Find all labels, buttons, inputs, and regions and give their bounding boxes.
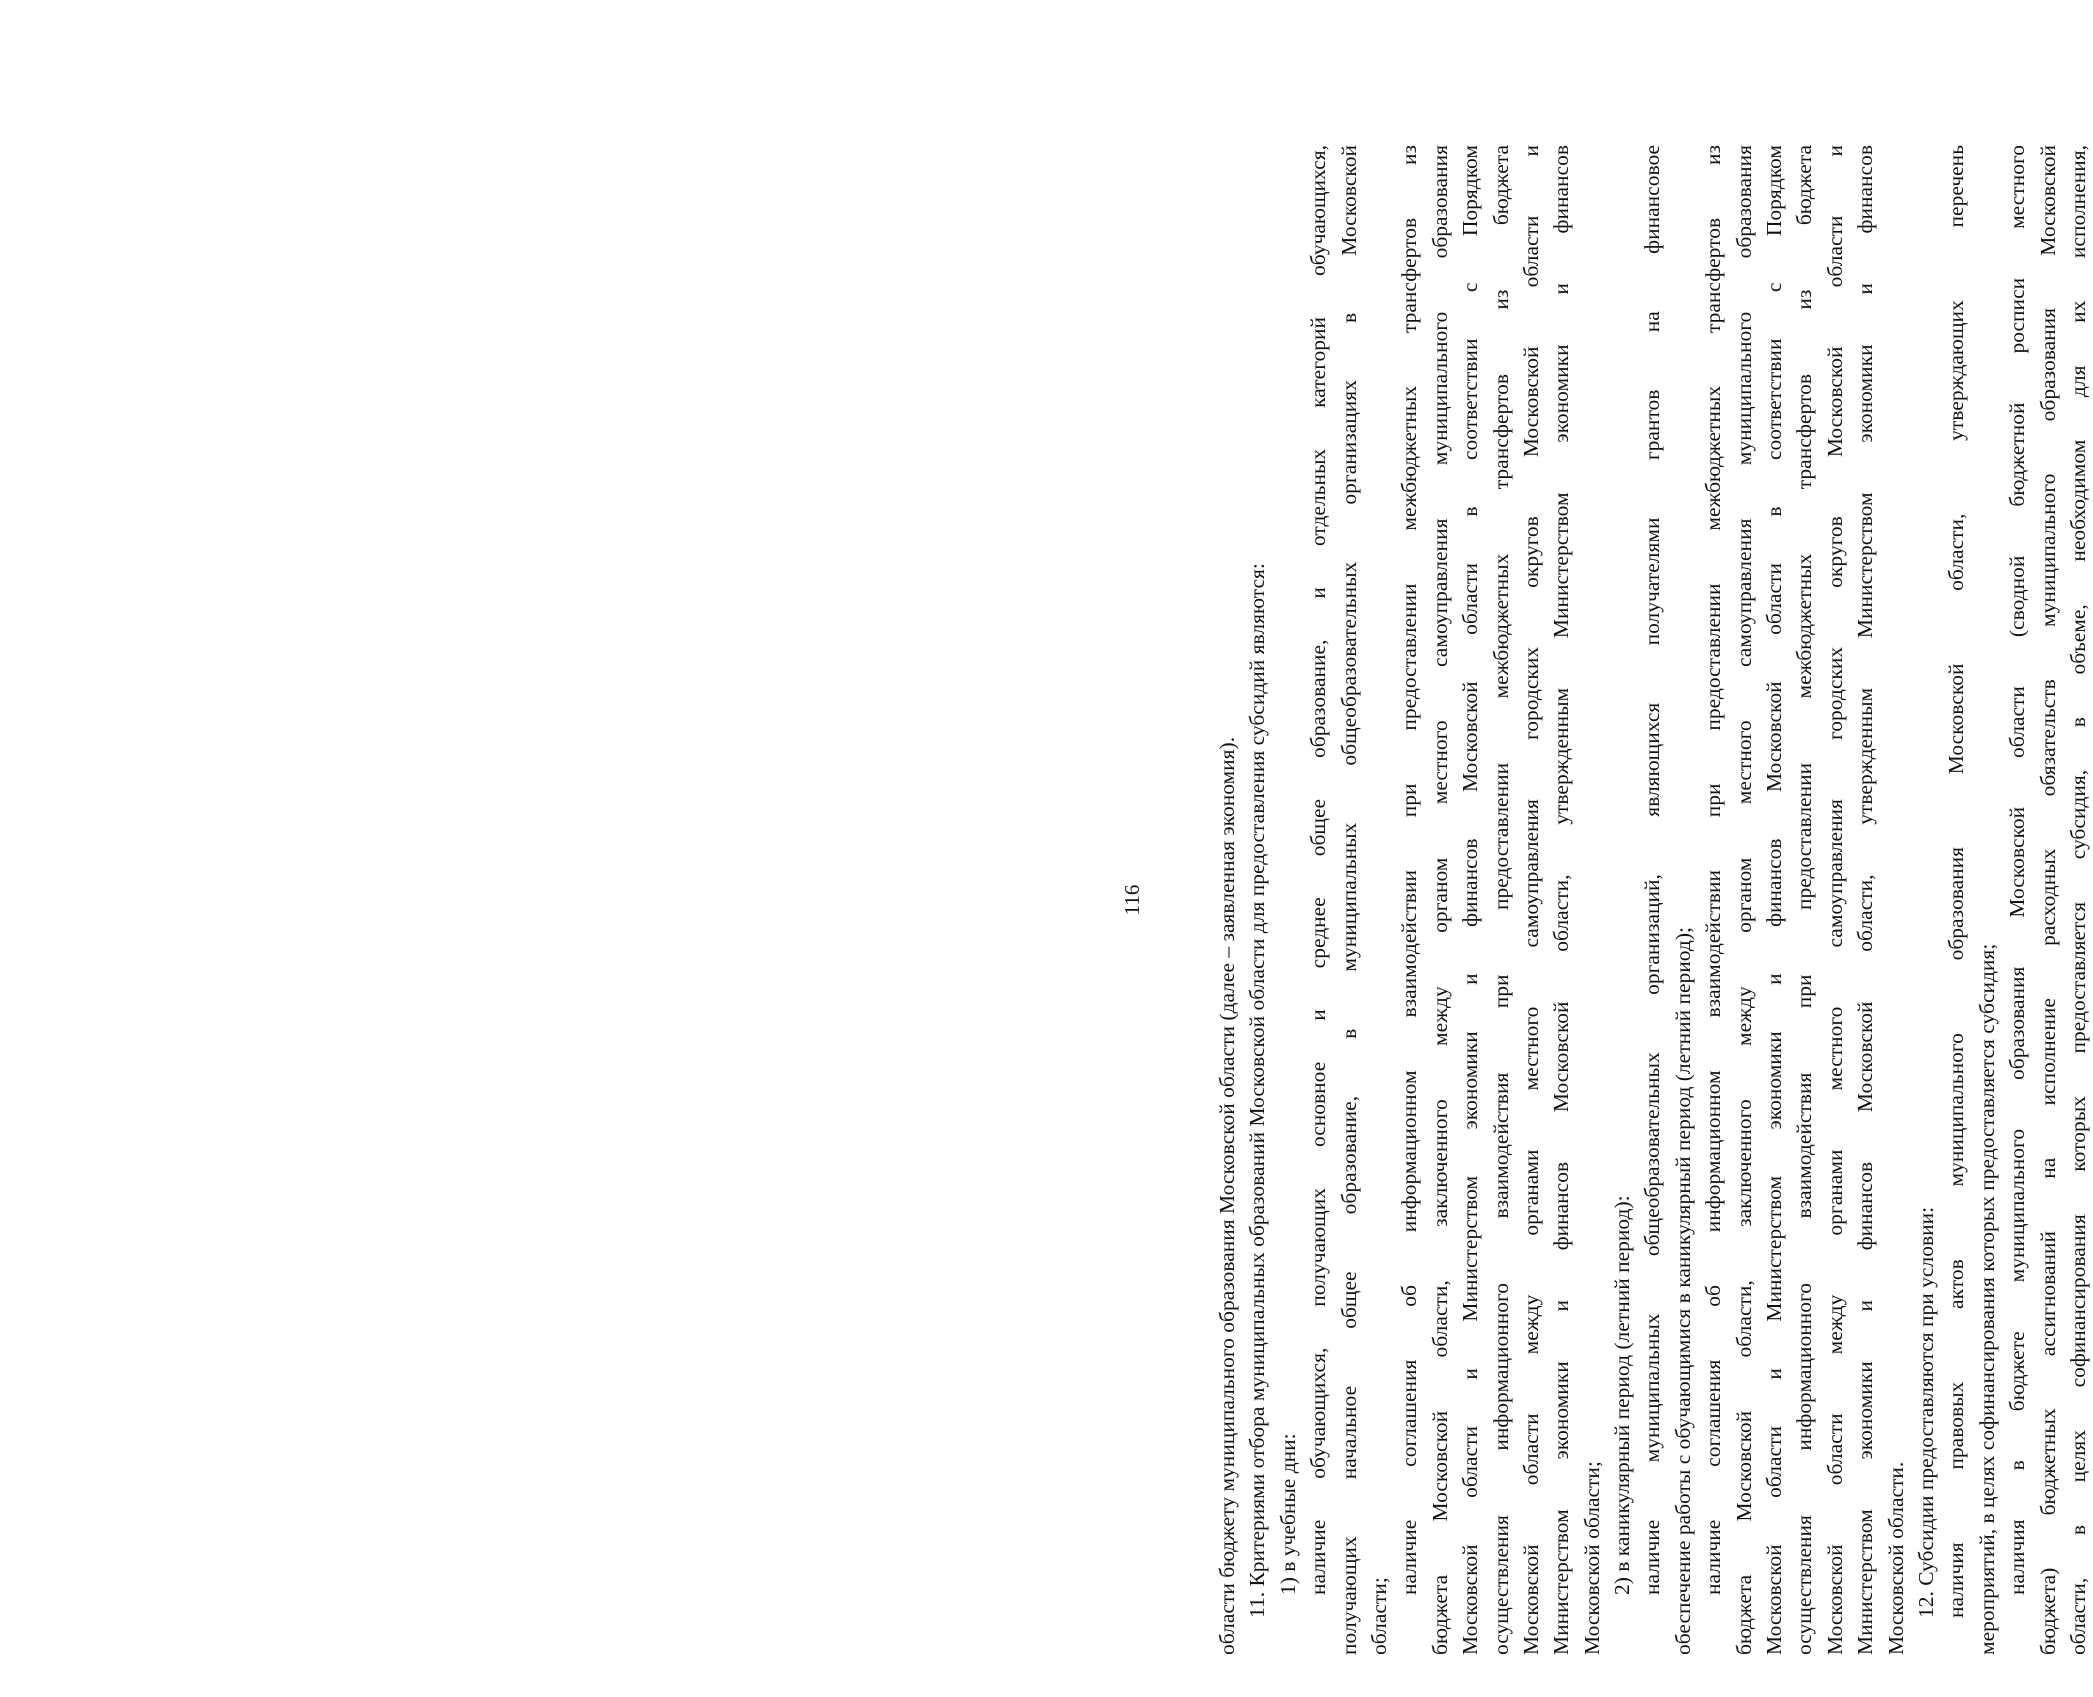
- text-line: Министерством экономики и финансов Московской области, утвержденным Министерством экономики и финансов: [1549, 145, 1574, 1655]
- body-text: [1212, 145, 2093, 1655]
- text-line: Московской области и Министерством экономики и финансов Московской области в соответствии с Порядком: [1458, 145, 1483, 1655]
- text-line: обеспечение работы с обучающимися в каникулярный период (летний период);: [1670, 927, 1695, 1655]
- text-line: осуществления информационного взаимодействия при предоставлении межбюджетных трансфертов из бюджета: [1488, 145, 1513, 1655]
- text-line: наличия в бюджете муниципального образования Московской области (сводной бюджетной росписи местного: [2005, 145, 2030, 1595]
- text-line: Московской области и Министерством экономики и финансов Московской области в соответствии с Порядком: [1762, 145, 1787, 1655]
- text-line: области бюджету муниципального образования Московской области (далее – заявленная экономия).: [1215, 736, 1239, 1655]
- text-line: наличие соглашения об информационном взаимодействии при предоставлении межбюджетных трансфертов из: [1701, 145, 1726, 1595]
- text-line: бюджета Московской области, заключенного между органом местного самоуправления муниципального образования: [1731, 145, 1756, 1655]
- text-line: мероприятий, в целях софинансирования которых предоставляется субсидия;: [1974, 943, 1999, 1655]
- text-line: получающих начальное общее образование, в муниципальных общеобразовательных организациях в Московской: [1336, 145, 1361, 1655]
- text-line: 1) в учебные дни:: [1275, 1433, 1300, 1595]
- text-line: области, в целях софинансирования которых предоставляется субсидия, в объеме, необходимом для их исполнения,: [2065, 145, 2090, 1655]
- text-line: Министерством экономики и финансов Московской области, утвержденным Министерством экономики и финансов: [1853, 145, 1878, 1655]
- page-number: 116: [1120, 884, 1144, 916]
- text-line: наличие соглашения об информационном взаимодействии при предоставлении межбюджетных трансфертов из: [1397, 145, 1422, 1595]
- text-line: наличие обучающихся, получающих основное и среднее общее образование, и отдельных категорий обучающихся,: [1306, 145, 1331, 1595]
- text-line: бюджета) бюджетных ассигнований на исполнение расходных обязательств муниципального образования Московской: [2035, 145, 2060, 1655]
- text-line: Московской области.: [1883, 1461, 1908, 1655]
- text-line: 12. Субсидии предоставляются при условии:: [1913, 1206, 1938, 1618]
- text-line: бюджета Московской области, заключенного между органом местного самоуправления муниципального образования: [1427, 145, 1452, 1655]
- text-line: 2) в каникулярный период (летний период):: [1610, 1195, 1635, 1595]
- text-line: наличие муниципальных общеобразовательных организаций, являющихся получателями грантов на финансовое: [1640, 145, 1665, 1595]
- text-line: 11. Критериями отбора муниципальных образований Московской области для предоставления субсидий являются:: [1245, 563, 1270, 1618]
- text-line: области;: [1366, 1577, 1391, 1655]
- text-line: Московской области между органами местного самоуправления городских округов Московской области и: [1822, 145, 1847, 1655]
- text-line: Московской области;: [1579, 1461, 1604, 1655]
- text-line: осуществления информационного взаимодействия при предоставлении межбюджетных трансфертов из бюджета: [1792, 145, 1817, 1655]
- rotated-page-content: [1120, 145, 2090, 1655]
- text-line: наличия правовых актов муниципального образования Московской области, утверждающих перечень: [1944, 145, 1969, 1618]
- text-line: Московской области между органами местного самоуправления городских округов Московской области и: [1518, 145, 1543, 1655]
